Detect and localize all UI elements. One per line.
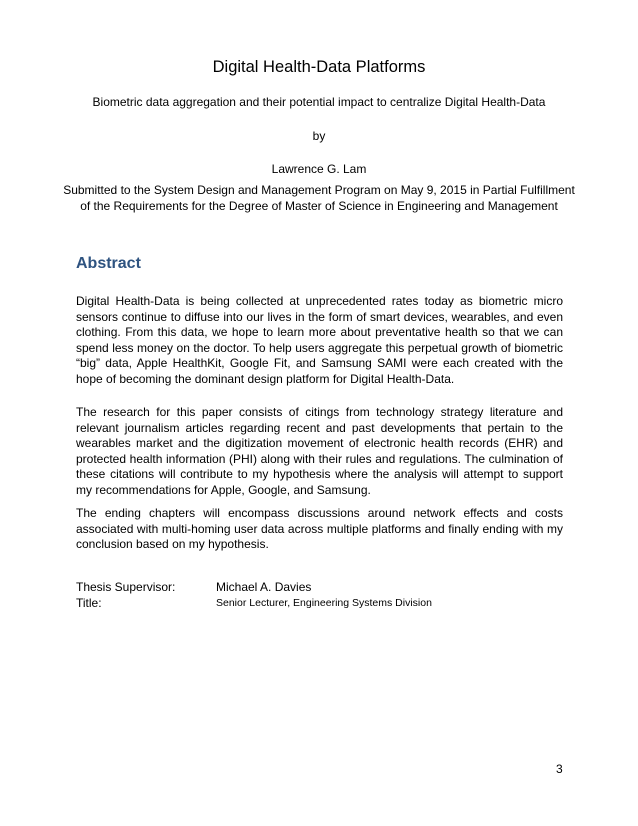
document-title: Digital Health-Data Platforms bbox=[212, 58, 426, 76]
author-name: Lawrence G. Lam bbox=[271, 162, 367, 176]
abstract-paragraph: Digital Health-Data is being collected at unprecedented rates today as biometric micro sensors continue to diffuse into our lives in the form of smart devices, wearables, and even clothing. From this data, we hope to learn more about preventative health so that we can spend less money on the doctor. To help users aggregate this perpetual growth of biometric “big” data, Apple HealthKit, Google Fit, and Samsung SAMI were each created with the hope of becoming the dominant design platform for Digital Health-Data. bbox=[76, 294, 563, 386]
supervisor-title-value: Senior Lecturer, Engineering Systems Division bbox=[216, 597, 432, 609]
abstract-paragraph: The ending chapters will encompass discussions around network effects and costs associated with multi-homing user data across multiple platforms and finally ending with my conclusion based on my hypothesis. bbox=[76, 506, 563, 552]
page-number: 3 bbox=[556, 762, 563, 776]
thesis-supervisor-label: Thesis Supervisor: bbox=[76, 580, 176, 594]
abstract-paragraph: The research for this paper consists of citings from technology strategy literature and relevant journalism articles regarding recent and past developments that pertain to the wearables market and the digitization movement of electronic health records (EHR) and protected health information (PHI) along with their rules and regulations. The culmination of these citations will contribute to my hypothesis where the analysis will attempt to support my recommendations for Apple, Google, and Samsung. bbox=[76, 405, 563, 497]
document-subtitle: Biometric data aggregation and their potential impact to centralize Digital Health-Data bbox=[92, 95, 546, 109]
supervisor-title-label: Title: bbox=[76, 596, 102, 610]
abstract-heading: Abstract bbox=[76, 255, 141, 272]
submission-statement: Submitted to the System Design and Management Program on May 9, 2015 in Partial Fulfillment of the Requirements for the Degree of Master of Science in Engineering and Management bbox=[63, 183, 575, 213]
thesis-supervisor-name: Michael A. Davies bbox=[216, 580, 312, 594]
by-line: by bbox=[312, 129, 326, 143]
